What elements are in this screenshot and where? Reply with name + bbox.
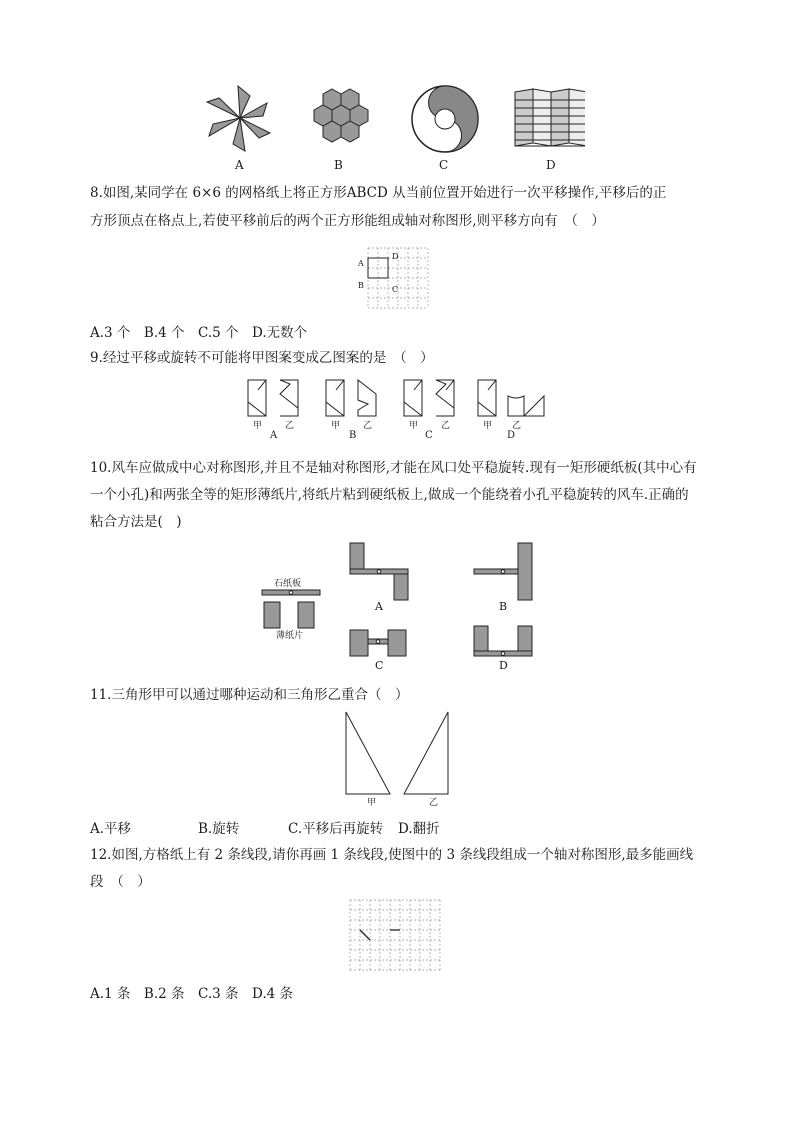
q10-label-a: A: [375, 600, 383, 613]
q10-figure-svg: [256, 540, 536, 680]
vertex-b: B: [358, 281, 364, 290]
q9-d-yi: 乙: [512, 421, 522, 431]
q9-b-yi: 乙: [363, 421, 373, 431]
bands-figure: [515, 89, 585, 146]
q9-text: 9.经过平移或旋转不可能将甲图案变成乙图案的是 （ ）: [90, 350, 434, 366]
q11-option-a: A.平移: [90, 821, 132, 837]
q10-text: 10.风车应做成中心对称图形,并且不是轴对称图形,才能在风口处平稳旋转.现有一矩形硬纸板(其中心有一个小孔)和两张全等的矩形薄纸片,将纸片粘到硬纸板上,做成一个能绕着小孔平稳旋转的风车.正确的粘合方法是( ): [90, 460, 697, 530]
q9-label-c: C: [425, 430, 433, 441]
q11-option-b: B.旋转: [198, 821, 240, 837]
windmill-figure: [207, 86, 270, 151]
q10-figures: [256, 540, 536, 684]
triangle-jia-label: 甲: [367, 798, 377, 808]
q9-figures: [246, 378, 556, 441]
hexagon-figure: [314, 89, 368, 142]
board-label: 石纸板: [274, 579, 302, 589]
q7-label-d: D: [546, 158, 556, 172]
q9-label-d: D: [507, 430, 516, 441]
paper-label: 薄纸片: [276, 631, 304, 641]
q9-c-jia: 甲: [409, 421, 419, 431]
q10-label-c: C: [375, 659, 384, 672]
q9-d-jia: 甲: [483, 421, 493, 431]
q10-label-d: D: [499, 659, 508, 672]
segment-diagonal: [360, 930, 370, 940]
vertex-c: C: [392, 285, 399, 294]
q9-c-yi: 乙: [441, 421, 451, 431]
q11-triangles-svg: [344, 710, 450, 796]
vertex-d: D: [392, 252, 399, 261]
q12-text: 12.如图,方格纸上有 2 条线段,请你再画 1 条线段,使图中的 3 条线段组成一个轴对称图形,最多能画线段 （ ）: [90, 847, 694, 890]
q9-figure-svg: [246, 378, 556, 420]
q12-grid-svg: [348, 898, 448, 972]
q12-grid-figure: [348, 898, 448, 976]
q7-label-c: C: [439, 158, 449, 172]
q8-text-line1: 8.如图,某同学在 6×6 的网格纸上将正方形ABCD 从当前位置开始进行一次平移操作,平移后的正: [90, 185, 667, 201]
q9-a-jia: 甲: [253, 421, 263, 431]
triangle-yi-label: 乙: [429, 798, 439, 808]
q11-option-c: C.平移后再旋转: [288, 821, 384, 837]
q11-text: 11.三角形甲可以通过哪种运动和三角形乙重合（ ）: [90, 687, 409, 703]
vertex-a: A: [358, 259, 364, 268]
q9-a-yi: 乙: [285, 421, 295, 431]
q11-figure: [344, 710, 450, 808]
q8-text-line2: 方形顶点在格点上,若使平移前后的两个正方形能组成轴对称图形,则平移方向有 （ ）: [90, 213, 605, 229]
q8-options: A.3 个 B.4 个 C.5 个 D.无数个: [90, 325, 308, 341]
q11-option-d: D.翻折: [398, 821, 440, 837]
q7-label-b: B: [334, 158, 343, 172]
q7-figure-svg: [195, 78, 585, 160]
q12-options: A.1 条 B.2 条 C.3 条 D.4 条: [90, 986, 294, 1002]
q8-grid-figure: [356, 246, 438, 314]
q9-b-jia: 甲: [331, 421, 341, 431]
q9-label-b: B: [349, 430, 357, 441]
q7-label-a: A: [235, 158, 244, 172]
circle-figure: [412, 86, 478, 152]
q9-label-a: A: [270, 430, 278, 441]
q10-label-b: B: [499, 600, 508, 613]
